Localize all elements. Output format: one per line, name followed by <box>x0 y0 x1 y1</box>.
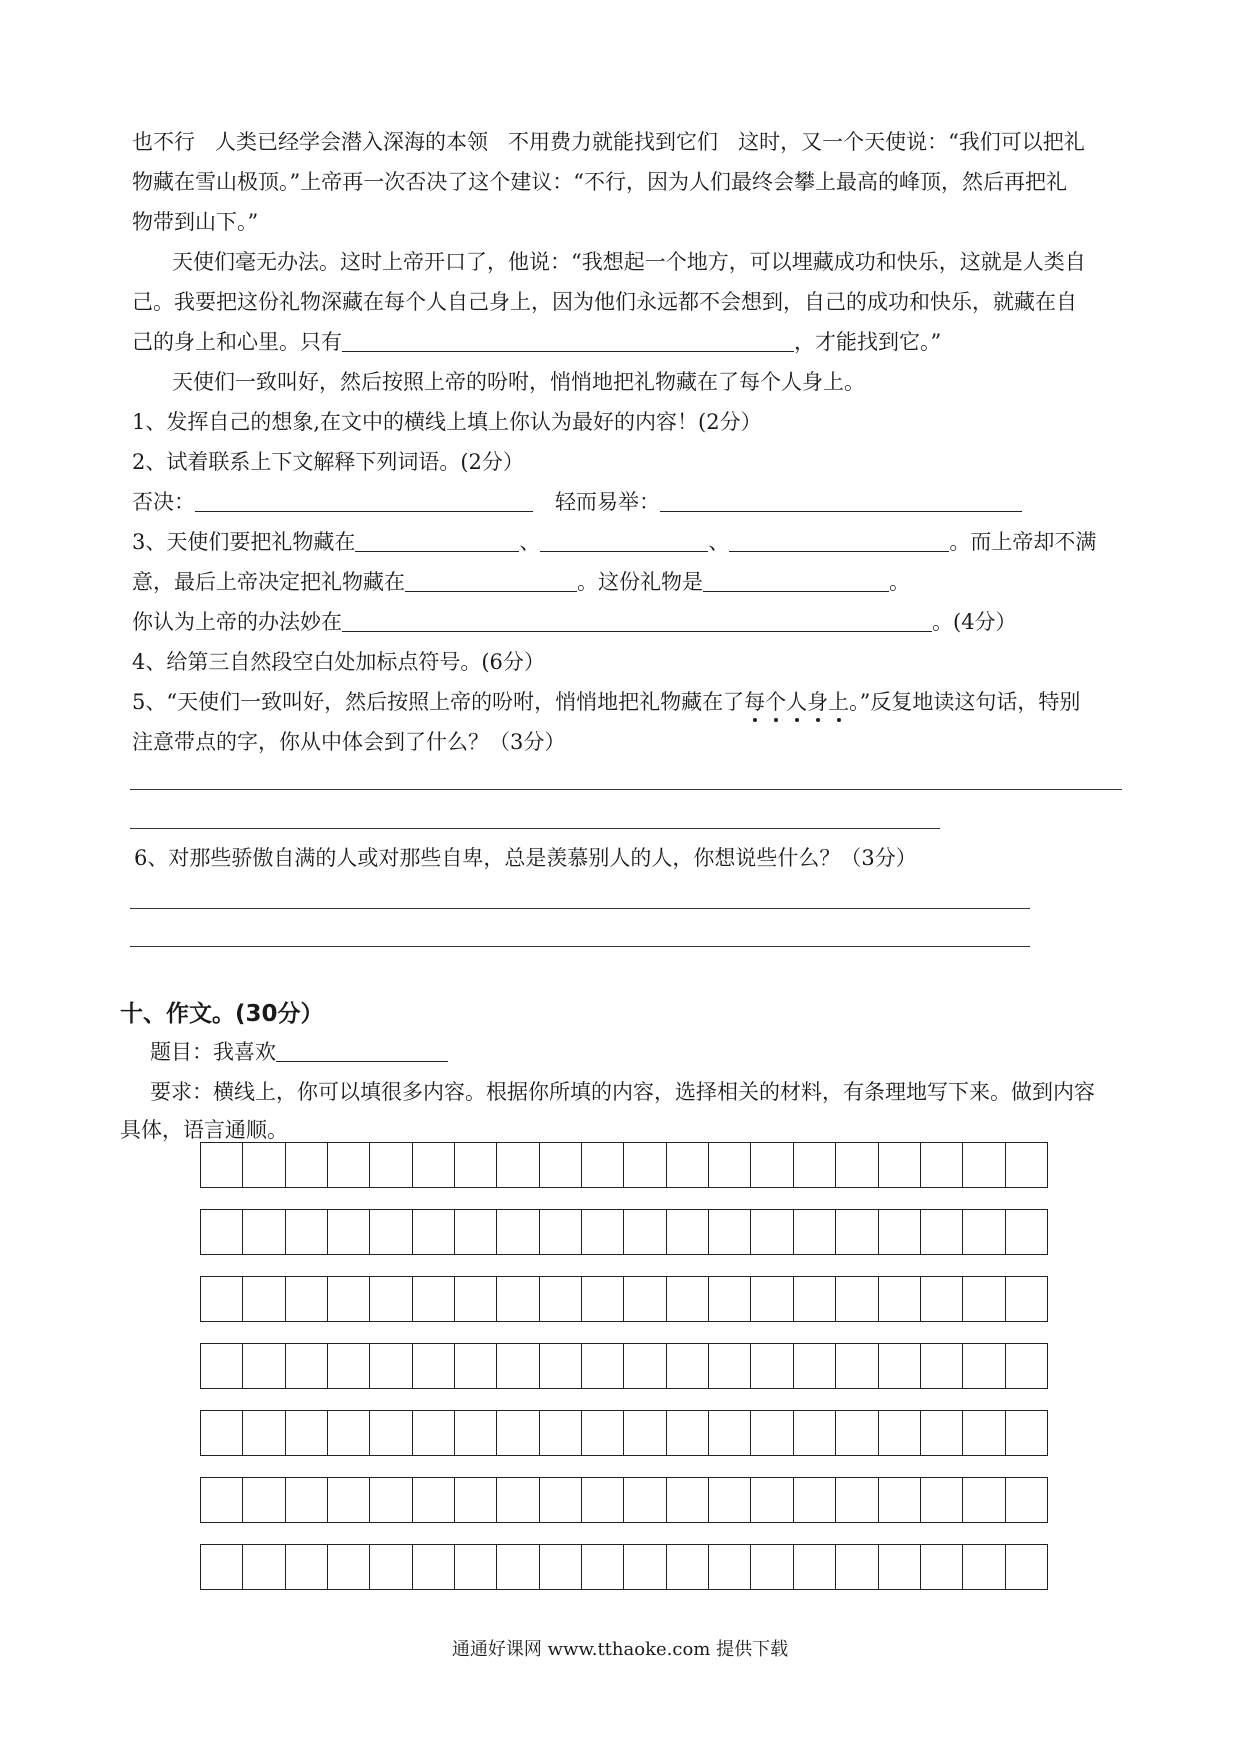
grid-cell[interactable] <box>879 1411 921 1455</box>
grid-cell[interactable] <box>582 1143 624 1187</box>
answer-blank[interactable] <box>342 630 932 632</box>
grid-cell[interactable] <box>328 1277 370 1321</box>
grid-cell[interactable] <box>243 1210 285 1254</box>
composition-topic <box>150 1042 1150 1063</box>
grid-cell[interactable] <box>836 1210 878 1254</box>
passage-line <box>132 332 1132 353</box>
question-5-cont: 注意带点的字，你从中体会到了什么？（3分） <box>132 730 566 754</box>
grid-cell[interactable] <box>455 1545 497 1589</box>
grid-cell[interactable] <box>497 1344 539 1388</box>
topic-blank[interactable] <box>276 1060 448 1062</box>
grid-cell[interactable] <box>582 1411 624 1455</box>
question-6: 6、对那些骄傲自满的人或对那些自卑，总是羡慕别人的人，你想说些什么？（3分） <box>134 846 917 870</box>
grid-cell[interactable] <box>624 1277 666 1321</box>
passage-text: ，才能找到它。” <box>794 330 942 354</box>
grid-row <box>200 1343 1048 1389</box>
grid-cell[interactable] <box>328 1411 370 1455</box>
answer-blank[interactable] <box>729 550 949 552</box>
grid-cell[interactable] <box>413 1143 455 1187</box>
grid-cell[interactable] <box>794 1344 836 1388</box>
grid-cell[interactable] <box>921 1277 963 1321</box>
grid-cell[interactable] <box>921 1411 963 1455</box>
grid-cell[interactable] <box>963 1545 1005 1589</box>
grid-cell[interactable] <box>836 1277 878 1321</box>
grid-cell[interactable] <box>497 1411 539 1455</box>
dotted-char: 人 <box>786 690 807 714</box>
grid-cell[interactable] <box>243 1143 285 1187</box>
question-text: 意，最后上帝决定把礼物藏在 <box>132 570 405 594</box>
composition-requirement: 要求：横线上，你可以填很多内容。根据你所填的内容，选择相关的材料，有条理地写下来。做到内容 <box>150 1080 1095 1104</box>
passage-line: 天使们毫无办法。这时上帝开口了，他说：“我想起一个地方，可以埋藏成功和快乐，这就是人类自 <box>172 250 1086 274</box>
topic-label: 题目：我喜欢 <box>150 1040 276 1064</box>
grid-cell[interactable] <box>328 1344 370 1388</box>
grid-cell[interactable] <box>413 1344 455 1388</box>
answer-line[interactable] <box>130 946 1030 947</box>
grid-cell[interactable] <box>1006 1411 1047 1455</box>
grid-cell[interactable] <box>794 1411 836 1455</box>
grid-cell[interactable] <box>667 1545 709 1589</box>
grid-cell[interactable] <box>963 1344 1005 1388</box>
grid-cell[interactable] <box>540 1143 582 1187</box>
grid-cell[interactable] <box>709 1210 751 1254</box>
grid-cell[interactable] <box>836 1344 878 1388</box>
term-label: 否决： <box>132 490 195 514</box>
grid-cell[interactable] <box>497 1277 539 1321</box>
grid-cell[interactable] <box>836 1478 878 1522</box>
dotted-char: 每 <box>744 690 765 714</box>
grid-cell[interactable] <box>201 1277 243 1321</box>
grid-cell[interactable] <box>751 1344 793 1388</box>
grid-cell[interactable] <box>540 1344 582 1388</box>
grid-cell[interactable] <box>582 1277 624 1321</box>
grid-cell[interactable] <box>370 1277 412 1321</box>
grid-cell[interactable] <box>286 1411 328 1455</box>
answer-blank[interactable] <box>660 510 1022 512</box>
grid-cell[interactable] <box>751 1277 793 1321</box>
grid-cell[interactable] <box>497 1545 539 1589</box>
grid-cell[interactable] <box>963 1277 1005 1321</box>
grid-cell[interactable] <box>243 1344 285 1388</box>
passage-line: 物带到山下。” <box>132 210 259 234</box>
grid-row <box>200 1477 1048 1523</box>
grid-cell[interactable] <box>836 1545 878 1589</box>
grid-cell[interactable] <box>455 1344 497 1388</box>
grid-cell[interactable] <box>624 1478 666 1522</box>
grid-cell[interactable] <box>709 1277 751 1321</box>
grid-cell[interactable] <box>201 1411 243 1455</box>
grid-cell[interactable] <box>751 1210 793 1254</box>
grid-cell[interactable] <box>328 1143 370 1187</box>
grid-cell[interactable] <box>286 1344 328 1388</box>
grid-cell[interactable] <box>794 1143 836 1187</box>
grid-cell[interactable] <box>413 1411 455 1455</box>
grid-cell[interactable] <box>201 1545 243 1589</box>
answer-blank[interactable] <box>195 510 533 512</box>
passage-text: 己的身上和心里。只有 <box>132 330 342 354</box>
grid-cell[interactable] <box>836 1411 878 1455</box>
question-text: 。 <box>889 570 910 594</box>
question-text: 。这份礼物是 <box>577 570 703 594</box>
grid-cell[interactable] <box>455 1277 497 1321</box>
fill-in-blank[interactable] <box>342 350 794 352</box>
grid-cell[interactable] <box>286 1143 328 1187</box>
term-label: 轻而易举： <box>555 490 660 514</box>
grid-cell[interactable] <box>709 1143 751 1187</box>
question-text: 、 <box>519 530 541 554</box>
passage-line: 己。我要把这份礼物深藏在每个人自己身上，因为他们永远都不会想到，自己的成功和快乐，就藏在自 <box>132 290 1077 314</box>
grid-cell[interactable] <box>709 1545 751 1589</box>
section-heading: 十、作文。(30分） <box>120 1001 324 1027</box>
question-1: 1、发挥自己的想象,在文中的横线上填上你认为最好的内容！(2分） <box>132 410 762 434</box>
passage-line: 天使们一致叫好，然后按照上帝的吩咐，悄悄地把礼物藏在了每个人身上。 <box>172 370 865 394</box>
answer-line[interactable] <box>130 908 1030 909</box>
grid-cell[interactable] <box>709 1411 751 1455</box>
footer-credit: 通通好课网 www.tthaoke.com 提供下载 <box>451 1639 789 1660</box>
grid-cell[interactable] <box>667 1344 709 1388</box>
question-text: 、 <box>708 530 730 554</box>
grid-cell[interactable] <box>540 1545 582 1589</box>
grid-row <box>200 1276 1048 1322</box>
grid-cell[interactable] <box>582 1210 624 1254</box>
question-text: 3、天使们要把礼物藏在 <box>132 530 356 554</box>
question-3-cont <box>132 572 1132 593</box>
grid-cell[interactable] <box>201 1210 243 1254</box>
grid-cell[interactable] <box>540 1478 582 1522</box>
grid-cell[interactable] <box>413 1478 455 1522</box>
grid-cell[interactable] <box>243 1277 285 1321</box>
answer-blank[interactable] <box>540 550 708 552</box>
grid-cell[interactable] <box>963 1210 1005 1254</box>
grid-cell[interactable] <box>413 1210 455 1254</box>
grid-cell[interactable] <box>370 1411 412 1455</box>
question-3-cont <box>132 612 1132 633</box>
grid-cell[interactable] <box>963 1411 1005 1455</box>
grid-cell[interactable] <box>370 1478 412 1522</box>
grid-cell[interactable] <box>497 1143 539 1187</box>
grid-cell[interactable] <box>370 1143 412 1187</box>
grid-cell[interactable] <box>794 1210 836 1254</box>
grid-cell[interactable] <box>751 1411 793 1455</box>
grid-cell[interactable] <box>624 1143 666 1187</box>
grid-cell[interactable] <box>921 1210 963 1254</box>
answer-line[interactable] <box>130 789 1122 790</box>
question-5 <box>132 692 1132 713</box>
grid-cell[interactable] <box>1006 1545 1047 1589</box>
question-2-terms <box>132 492 1132 513</box>
passage-line: 也不行 人类已经学会潜入深海的本领 不用费力就能找到它们 这时，又一个天使说：“我们可以把礼 <box>132 130 1085 154</box>
grid-cell[interactable] <box>794 1478 836 1522</box>
grid-cell[interactable] <box>751 1143 793 1187</box>
answer-line[interactable] <box>130 828 940 829</box>
grid-cell[interactable] <box>455 1478 497 1522</box>
grid-cell[interactable] <box>413 1545 455 1589</box>
grid-cell[interactable] <box>794 1277 836 1321</box>
grid-cell[interactable] <box>751 1545 793 1589</box>
grid-cell[interactable] <box>1006 1277 1047 1321</box>
grid-cell[interactable] <box>879 1545 921 1589</box>
grid-row <box>200 1209 1048 1255</box>
grid-cell[interactable] <box>497 1478 539 1522</box>
grid-cell[interactable] <box>963 1143 1005 1187</box>
grid-cell[interactable] <box>455 1411 497 1455</box>
grid-cell[interactable] <box>540 1411 582 1455</box>
grid-cell[interactable] <box>582 1478 624 1522</box>
grid-cell[interactable] <box>879 1143 921 1187</box>
grid-cell[interactable] <box>1006 1478 1047 1522</box>
answer-blank[interactable] <box>405 590 577 592</box>
grid-cell[interactable] <box>879 1478 921 1522</box>
grid-cell[interactable] <box>921 1478 963 1522</box>
grid-cell[interactable] <box>1006 1344 1047 1388</box>
question-text: 。(4分） <box>932 610 1017 634</box>
question-text: 你认为上帝的办法妙在 <box>132 610 342 634</box>
grid-cell[interactable] <box>413 1277 455 1321</box>
grid-cell[interactable] <box>455 1143 497 1187</box>
grid-row <box>200 1410 1048 1456</box>
grid-cell[interactable] <box>286 1545 328 1589</box>
grid-cell[interactable] <box>582 1344 624 1388</box>
grid-cell[interactable] <box>243 1478 285 1522</box>
grid-cell[interactable] <box>667 1411 709 1455</box>
grid-cell[interactable] <box>243 1545 285 1589</box>
composition-requirement: 具体，语言通顺。 <box>120 1118 288 1142</box>
grid-cell[interactable] <box>370 1344 412 1388</box>
grid-cell[interactable] <box>836 1143 878 1187</box>
grid-cell[interactable] <box>370 1210 412 1254</box>
grid-cell[interactable] <box>794 1545 836 1589</box>
grid-cell[interactable] <box>328 1478 370 1522</box>
grid-cell[interactable] <box>921 1344 963 1388</box>
grid-cell[interactable] <box>921 1143 963 1187</box>
question-text: 。而上帝却不满 <box>949 530 1097 554</box>
grid-cell[interactable] <box>455 1210 497 1254</box>
grid-cell[interactable] <box>286 1277 328 1321</box>
grid-cell[interactable] <box>243 1411 285 1455</box>
grid-cell[interactable] <box>1006 1143 1047 1187</box>
grid-cell[interactable] <box>201 1478 243 1522</box>
grid-cell[interactable] <box>328 1210 370 1254</box>
grid-row <box>200 1544 1048 1590</box>
grid-cell[interactable] <box>624 1210 666 1254</box>
grid-cell[interactable] <box>624 1344 666 1388</box>
grid-cell[interactable] <box>582 1545 624 1589</box>
question-text: 5、“天使们一致叫好，然后按照上帝的吩咐，悄悄地把礼物藏在了 <box>132 690 745 714</box>
grid-cell[interactable] <box>201 1344 243 1388</box>
grid-cell[interactable] <box>921 1545 963 1589</box>
grid-cell[interactable] <box>879 1344 921 1388</box>
grid-cell[interactable] <box>751 1478 793 1522</box>
grid-cell[interactable] <box>709 1478 751 1522</box>
question-3 <box>132 532 1132 553</box>
grid-cell[interactable] <box>328 1545 370 1589</box>
grid-cell[interactable] <box>709 1344 751 1388</box>
grid-cell[interactable] <box>497 1210 539 1254</box>
question-text: 。”反复地读这句话，特别 <box>849 690 1081 714</box>
grid-cell[interactable] <box>540 1277 582 1321</box>
grid-row <box>200 1142 1048 1188</box>
grid-cell[interactable] <box>879 1277 921 1321</box>
grid-cell[interactable] <box>540 1210 582 1254</box>
grid-cell[interactable] <box>370 1545 412 1589</box>
question-2: 2、试着联系上下文解释下列词语。(2分） <box>132 450 524 474</box>
answer-blank[interactable] <box>703 590 889 592</box>
grid-cell[interactable] <box>667 1478 709 1522</box>
grid-cell[interactable] <box>963 1478 1005 1522</box>
grid-cell[interactable] <box>624 1545 666 1589</box>
grid-cell[interactable] <box>667 1277 709 1321</box>
grid-cell[interactable] <box>667 1143 709 1187</box>
grid-cell[interactable] <box>667 1210 709 1254</box>
grid-cell[interactable] <box>201 1143 243 1187</box>
question-4: 4、给第三自然段空白处加标点符号。(6分） <box>132 650 545 674</box>
passage-line: 物藏在雪山极顶。”上帝再一次否决了这个建议：“不行，因为人们最终会攀上最高的峰顶，然后再把礼 <box>132 170 1067 194</box>
grid-cell[interactable] <box>1006 1210 1047 1254</box>
answer-blank[interactable] <box>355 550 519 552</box>
grid-cell[interactable] <box>624 1411 666 1455</box>
grid-cell[interactable] <box>286 1210 328 1254</box>
dotted-char: 上 <box>828 690 849 714</box>
dotted-char: 身 <box>807 690 828 714</box>
grid-cell[interactable] <box>879 1210 921 1254</box>
dotted-char: 个 <box>765 690 786 714</box>
grid-cell[interactable] <box>286 1478 328 1522</box>
